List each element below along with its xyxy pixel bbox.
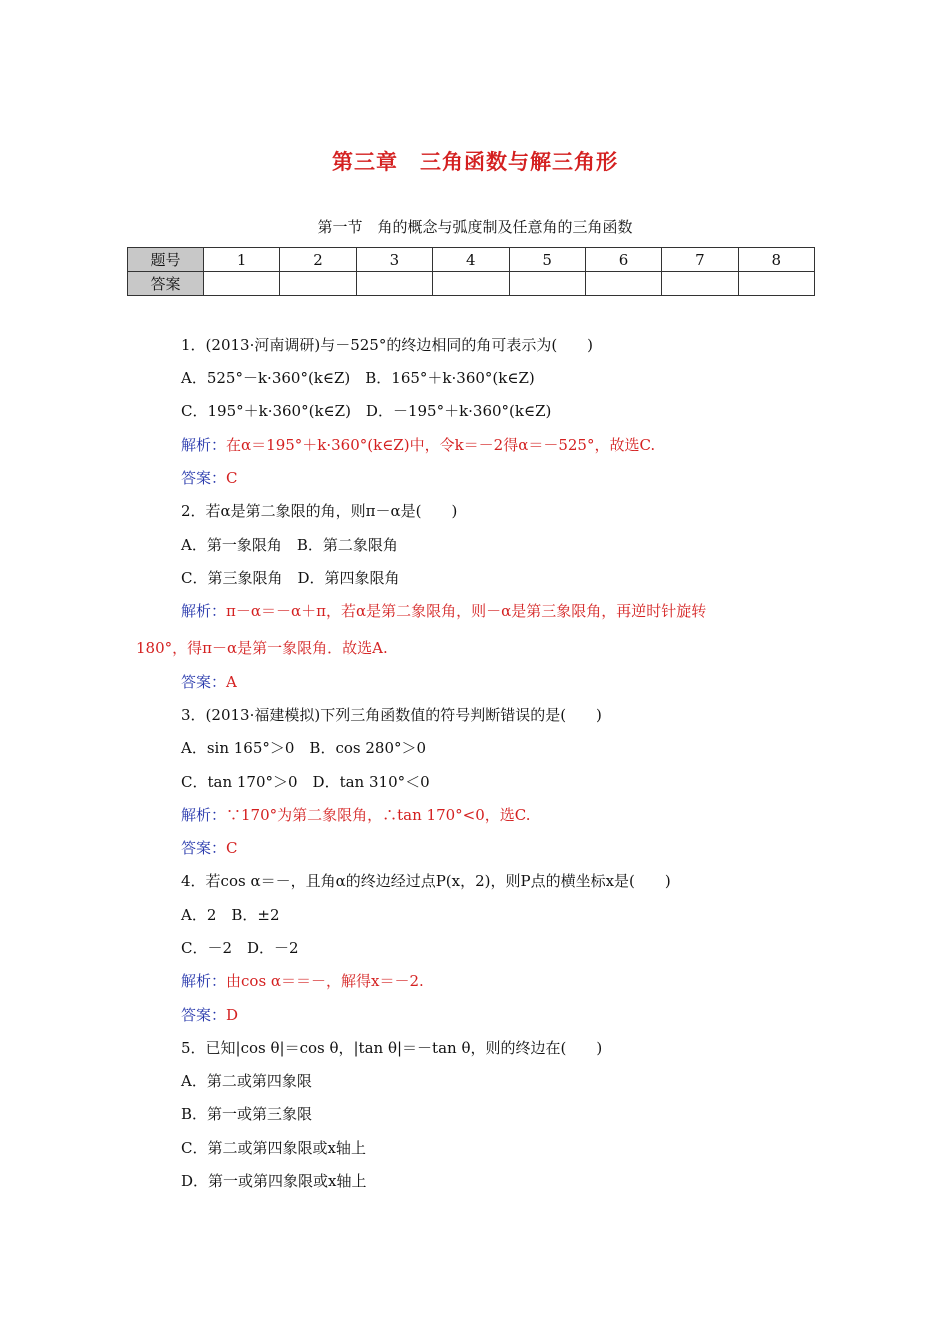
answer-cell[interactable] [585, 272, 661, 296]
solution-label: 解析： [181, 602, 227, 620]
answer-table-header-row [128, 248, 815, 272]
question-4-options-ab: A．2 B．±2 [181, 906, 280, 924]
answer-cell[interactable] [204, 272, 280, 296]
question-4-options-cd: C．－2 D．－2 [181, 939, 299, 957]
question-number-cell: 6 [585, 248, 661, 272]
question-1-answer [181, 468, 238, 488]
answer-cell[interactable] [356, 272, 432, 296]
solution-label: 解析： [181, 972, 227, 990]
answer-value: D [226, 1006, 239, 1024]
question-number-cell: 3 [356, 248, 432, 272]
answer-label: 答案： [181, 469, 227, 487]
solution-text: π－α＝－α＋π，若α是第二象限角，则－α是第三象限角，再逆时针旋转 [226, 602, 707, 620]
answer-value: A [226, 673, 237, 691]
question-1-options-cd: C．195°＋k·360°(k∈Z) D．－195°＋k·360°(k∈Z) [181, 402, 552, 420]
solution-text: 在α＝195°＋k·360°(k∈Z)中，令k＝－2得α＝－525°，故选C. [226, 436, 656, 454]
solution-text: 由cos α＝＝－，解得x＝－2. [226, 972, 424, 990]
answer-label: 答案： [181, 839, 227, 857]
question-number-cell: 8 [738, 248, 814, 272]
answer-table-answer-row [128, 272, 815, 296]
question-number-cell: 7 [662, 248, 738, 272]
question-2-answer [181, 672, 237, 692]
answer-label: 答案： [181, 673, 227, 691]
question-3-answer [181, 838, 238, 858]
answer-value: C [226, 839, 238, 857]
answer-cell[interactable] [662, 272, 738, 296]
question-number-cell: 1 [204, 248, 280, 272]
answer-cell[interactable] [738, 272, 814, 296]
answer-value: C [226, 469, 238, 487]
question-3-options-ab: A．sin 165°＞0 B．cos 280°＞0 [181, 739, 427, 757]
question-1-solution [181, 435, 655, 455]
question-number-cell: 5 [509, 248, 585, 272]
question-3-stem: 3．(2013·福建模拟)下列三角函数值的符号判断错误的是( ) [181, 706, 602, 724]
answer-cell[interactable] [509, 272, 585, 296]
question-4-stem: 4．若cos α＝－，且角α的终边经过点P(x，2)，则P点的横坐标x是( ) [181, 872, 671, 890]
question-5-option-a: A．第二或第四象限 [181, 1072, 312, 1090]
question-3-solution [181, 805, 531, 825]
answer-table [127, 247, 815, 296]
question-4-answer [181, 1005, 238, 1025]
question-2-solution-continued: 180°，得π－α是第一象限角．故选A. [136, 639, 388, 657]
question-1-options-ab: A．525°－k·360°(k∈Z) B．165°＋k·360°(k∈Z) [181, 369, 535, 387]
question-5-option-c: C．第二或第四象限或x轴上 [181, 1139, 366, 1157]
solution-label: 解析： [181, 436, 227, 454]
question-5-stem: 5．已知|cos θ|＝cos θ，|tan θ|＝－tan θ，则的终边在( ) [181, 1039, 603, 1057]
chapter-title: 第三章 三角函数与解三角形 [332, 150, 618, 174]
question-2-options-ab: A．第一象限角 B．第二象限角 [181, 536, 398, 554]
question-2-solution [181, 601, 706, 621]
section-title: 第一节 角的概念与弧度制及任意角的三角函数 [317, 218, 633, 236]
question-1-stem: 1．(2013·河南调研)与－525°的终边相同的角可表示为( ) [181, 336, 594, 354]
solution-label: 解析： [181, 806, 227, 824]
question-5-option-b: B．第一或第三象限 [181, 1105, 313, 1123]
question-2-stem: 2．若α是第二象限的角，则π－α是( ) [181, 502, 458, 520]
question-4-solution [181, 971, 424, 991]
question-number-cell: 4 [433, 248, 509, 272]
answer-label: 答案： [181, 1006, 227, 1024]
solution-text: ∵170°为第二象限角，∴tan 170°<0，选C. [226, 806, 531, 824]
answer-cell[interactable] [280, 272, 356, 296]
answer-cell[interactable] [433, 272, 509, 296]
question-number-cell: 2 [280, 248, 356, 272]
question-2-options-cd: C．第三象限角 D．第四象限角 [181, 569, 400, 587]
answer-row-label: 答案 [128, 272, 204, 296]
question-5-option-d: D．第一或第四象限或x轴上 [181, 1172, 367, 1190]
question-number-label: 题号 [128, 248, 204, 272]
question-3-options-cd: C．tan 170°＞0 D．tan 310°＜0 [181, 773, 430, 791]
